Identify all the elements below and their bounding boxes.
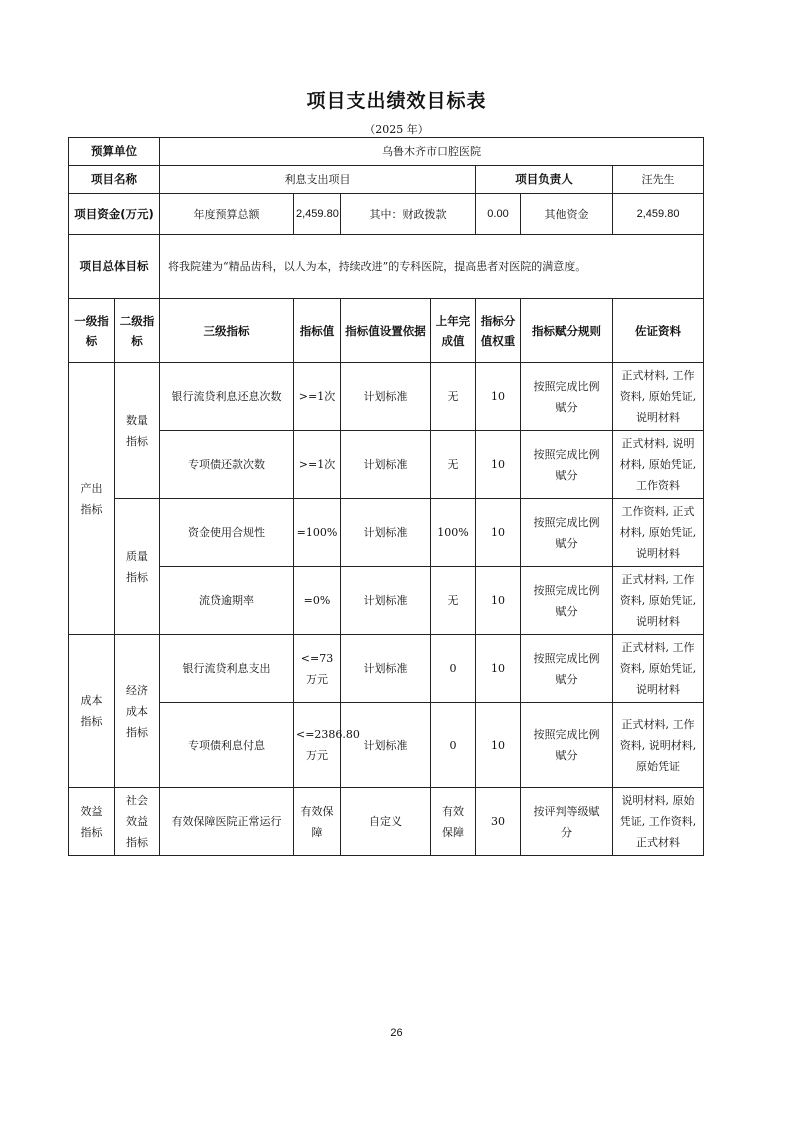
table-row (69, 567, 704, 635)
indicator-evidence: 正式材料, 工作资料, 原始凭证, 说明材料 (613, 567, 704, 635)
page-title: 项目支出绩效目标表 (306, 90, 487, 112)
header-level2: 二级指标 (115, 299, 160, 363)
other-funds-value: 2,459.80 (613, 194, 704, 235)
indicator-basis: 计划标准 (341, 363, 431, 431)
indicator-last-year: 无 (431, 431, 476, 499)
indicator-rule: 按照完成比例赋分 (521, 431, 613, 499)
annual-budget-value: 2,459.80 (294, 194, 341, 235)
overall-goal-text: 将我院建为“精品齿科，以人为本，持续改进”的专科医院，提高患者对医院的满意度。 (160, 235, 704, 299)
indicator-evidence: 说明材料, 原始凭证, 工作资料, 正式材料 (613, 788, 704, 856)
project-funds-label: 项目资金(万元) (69, 194, 160, 235)
table-row (69, 499, 704, 567)
indicator-weight: 10 (476, 363, 521, 431)
indicator-evidence: 工作资料, 正式材料, 原始凭证, 说明材料 (613, 499, 704, 567)
header-last-year: 上年完成值 (431, 299, 476, 363)
header-scoring: 指标赋分规则 (521, 299, 613, 363)
fiscal-funds-value: 0.00 (476, 194, 521, 235)
budget-unit-value: 乌鲁木齐市口腔医院 (160, 138, 704, 166)
indicator-last-year: 0 (431, 703, 476, 788)
indicator-weight: 10 (476, 635, 521, 703)
table-row (69, 788, 704, 856)
indicator-name: 银行流贷利息支出 (160, 635, 294, 703)
project-name-value: 利息支出项目 (160, 166, 476, 194)
indicator-weight: 30 (476, 788, 521, 856)
indicator-weight: 10 (476, 499, 521, 567)
table-row (69, 703, 704, 788)
level2-quality: 质量指标 (115, 499, 160, 635)
level1-cost: 成本指标 (69, 635, 115, 788)
indicator-name: 专项债利息付息 (160, 703, 294, 788)
indicator-basis: 计划标准 (341, 499, 431, 567)
indicator-value: >=1次 (294, 363, 341, 431)
indicator-rule: 按照完成比例赋分 (521, 363, 613, 431)
header-evidence: 佐证资料 (613, 299, 704, 363)
indicator-name: 资金使用合规性 (160, 499, 294, 567)
indicator-value: =100% (294, 499, 341, 567)
level1-benefit: 效益指标 (69, 788, 115, 856)
project-name-label: 项目名称 (69, 166, 160, 194)
indicator-value: 有效保障 (294, 788, 341, 856)
table-row (69, 635, 704, 703)
indicator-value: <=73万元 (294, 635, 341, 703)
overall-goal-label: 项目总体目标 (69, 235, 160, 299)
level2-quantity: 数量指标 (115, 363, 160, 499)
header-level1: 一级指标 (69, 299, 115, 363)
indicator-weight: 10 (476, 567, 521, 635)
indicator-name: 银行流贷利息还息次数 (160, 363, 294, 431)
indicator-rule: 按照完成比例赋分 (521, 703, 613, 788)
indicator-name: 专项债还款次数 (160, 431, 294, 499)
performance-table (68, 137, 704, 856)
indicator-basis: 计划标准 (341, 703, 431, 788)
indicator-evidence: 正式材料, 工作资料, 原始凭证, 说明材料 (613, 363, 704, 431)
indicator-last-year: 0 (431, 635, 476, 703)
table-row (69, 363, 704, 431)
indicator-evidence: 正式材料, 说明材料, 原始凭证, 工作资料 (613, 431, 704, 499)
indicator-value: =0% (294, 567, 341, 635)
indicator-name: 有效保障医院正常运行 (160, 788, 294, 856)
indicator-weight: 10 (476, 703, 521, 788)
indicator-rule: 按照完成比例赋分 (521, 635, 613, 703)
fiscal-funds-label: 其中：财政拨款 (341, 194, 476, 235)
indicator-rule: 按照完成比例赋分 (521, 567, 613, 635)
indicator-basis: 计划标准 (341, 431, 431, 499)
page-number: 26 (390, 1027, 403, 1039)
table-row (69, 431, 704, 499)
header-basis: 指标值设置依据 (341, 299, 431, 363)
other-funds-label: 其他资金 (521, 194, 613, 235)
indicator-basis: 计划标准 (341, 567, 431, 635)
header-value: 指标值 (294, 299, 341, 363)
year-label: （2025 年） (364, 123, 429, 136)
indicator-last-year: 无 (431, 363, 476, 431)
indicator-rule: 按照完成比例赋分 (521, 499, 613, 567)
indicator-rule: 按评判等级赋分 (521, 788, 613, 856)
level2-economic-cost: 经济成本指标 (115, 635, 160, 788)
indicator-name: 流贷逾期率 (160, 567, 294, 635)
budget-unit-label: 预算单位 (69, 138, 160, 166)
indicator-last-year: 100% (431, 499, 476, 567)
indicator-value: <=2386.80万元 (294, 703, 341, 788)
indicator-basis: 自定义 (341, 788, 431, 856)
annual-budget-label: 年度预算总额 (160, 194, 294, 235)
level2-social-benefit: 社会效益指标 (115, 788, 160, 856)
indicator-last-year: 无 (431, 567, 476, 635)
indicator-evidence: 正式材料, 工作资料, 说明材料, 原始凭证 (613, 703, 704, 788)
project-leader-label: 项目负责人 (476, 166, 613, 194)
header-level3: 三级指标 (160, 299, 294, 363)
indicator-evidence: 正式材料, 工作资料, 原始凭证, 说明材料 (613, 635, 704, 703)
indicator-value: >=1次 (294, 431, 341, 499)
indicator-last-year: 有效保障 (431, 788, 476, 856)
project-leader-value: 汪先生 (613, 166, 704, 194)
indicator-basis: 计划标准 (341, 635, 431, 703)
header-weight: 指标分值权重 (476, 299, 521, 363)
indicator-weight: 10 (476, 431, 521, 499)
level1-output: 产出指标 (69, 363, 115, 635)
